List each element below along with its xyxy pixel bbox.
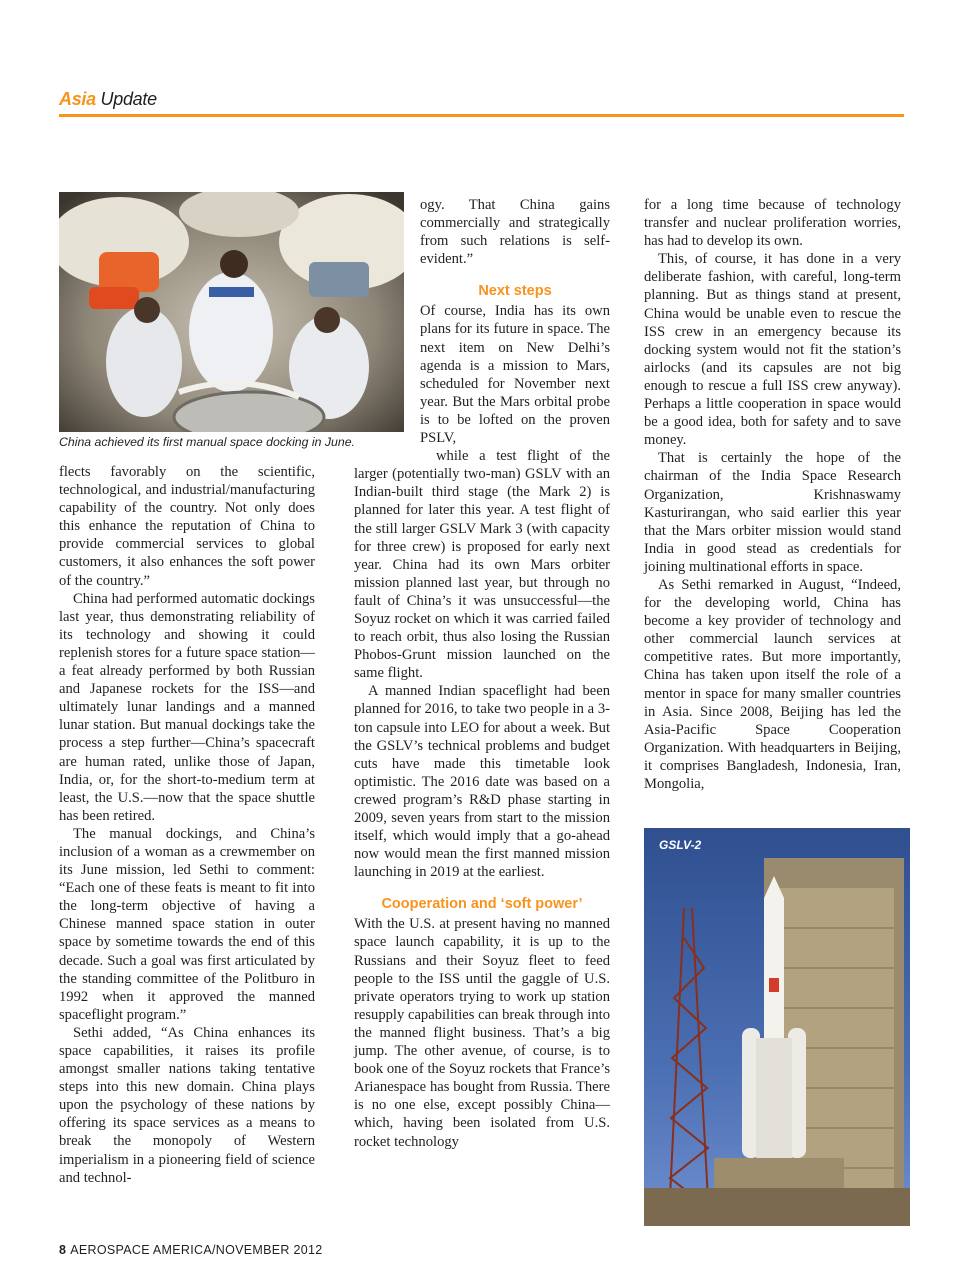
column-3: [644, 196, 901, 793]
column-2: [354, 196, 610, 1151]
col3-paragraph: for a long time because of technology transfer and nuclear proliferation worries, has had to develop its own.: [644, 197, 901, 250]
col2-wrap-line: while a test flight of the: [436, 448, 610, 465]
section-rule: [59, 114, 904, 117]
col3-paragraph: That is certainly the hope of the chairman of the India Space Research Organization, Krishnaswamy Kasturirangan, who said earlier this year that the Mars orbiter mission would stand India in good stead as credentials for joining multinational efforts in space.: [644, 450, 901, 575]
section-header: [59, 88, 904, 117]
col2-paragraph: Of course, India has its own plans for its future in space. The next item on New Delhi’s agenda is a mission to Mars, scheduled for November next year. But the Mars orbital probe is to be lofted on the proven PSLV,: [420, 303, 610, 447]
photo2-label: GSLV-2: [659, 838, 702, 852]
col1-paragraph: flects favorably on the scientific, technological, and industrial/manufacturing capability of the country. Not only does this enhance the reputation of China to provide commercial services to global customers, it also enhances the soft power of the country.”: [59, 464, 315, 589]
subhead-next-steps: Next steps: [478, 283, 552, 300]
col1-paragraph: China had performed automatic dockings last year, thus demonstrating reliability of its technology and showing it could replenish stores for a future space station—a feat already performed by both Russian and Japanese rockets for the ISS—and ultimately lunar landings and a manned lunar station. But manual dockings take the process a step further—China’s spacecraft are human rated, unlike those of Japan, India, or, for the short-to-medium term at least, the U.S.—now that the space shuttle has been retired.: [59, 590, 315, 824]
col3-paragraph: As Sethi remarked in August, “Indeed, for the developing world, China has become a key provider of technology and other commercial launch services at competitive rates. But more importantly, China has taken upon itself the role of a mentor in space for many smaller countries in Asia. Since 2008, Beijing has led the Asia-Pacific Space Cooperation Organization. With headquarters in Beijing, it comprises Bangladesh, Indonesia, Iran, Mongolia,: [644, 576, 901, 792]
photo1-caption: China achieved its first manual space docking in June.: [59, 435, 355, 449]
astronauts-photo: [59, 192, 404, 432]
page-footer: [59, 1243, 322, 1257]
col2-paragraph: ogy. That China gains commercially and strategically from such relations is self-evident.”: [420, 197, 610, 268]
col3-paragraph: This, of course, it has done in a very deliberate fashion, with careful, long-term planning. But as things stand at present, China would be unable even to rescue the ISS crew in an emergency because its docking system would not fit the station’s airlocks (and its capsules are not big enough to rescue a full ISS crew anyway). Perhaps a little cooperation in space would be a good idea, both for safety and to save money.: [644, 251, 901, 449]
col2-paragraph: larger (potentially two-man) GSLV with an Indian-built third stage (the Mark 2) is planned for later this year. A test flight of the still larger GSLV Mark 3 (with capacity for three crew) is proposed for early next year. China had its own Mars orbiter mission planned last year, but through no fault of China’s it was unsuccessful—the Soyuz rocket on which it was carried failed to reach orbit, thus also losing the Russian Phobos-Grunt mission launched on the same flight.: [354, 466, 610, 682]
gslv-rocket-photo: [644, 828, 910, 1226]
col1-paragraph: Sethi added, “As China enhances its space capabilities, it raises its profile amongst smaller nations taking tentative steps into this new domain. China plays upon the psychology of these nations by offering its space services as a means to break the monopoly of Western imperialism in a pioneering field of science and technol-: [59, 1024, 315, 1186]
page-number: 8: [59, 1243, 67, 1257]
col2-paragraph: A manned Indian spaceflight had been planned for 2016, to take two people in a 3-ton capsule into LEO for about a week. But the GSLV’s technical problems and budget cuts have made this timetable look optimistic. The 2016 date was based on a crewed program’s R&D phase starting in 2009, seven years from start to the mission itself, which would imply that a go-ahead now would mean the first manned mission launching in 2019 at the earliest.: [354, 683, 610, 881]
col1-paragraph: The manual dockings, and China’s inclusion of a woman as a crewmember on its June mission, led Sethi to comment: “Each one of these feats is meant to fit into the long-term objective of having a Chinese manned space station in outer space by sometime towards the end of this decade. Such a goal was first articulated by the standing committee of the Politburo in 1992 when it approved the manned spaceflight program.”: [59, 825, 315, 1023]
column-1: [59, 463, 315, 1187]
section-title-rest: Update: [100, 89, 157, 109]
publication-line: AEROSPACE AMERICA/NOVEMBER 2012: [70, 1243, 323, 1257]
col2-paragraph: With the U.S. at present having no manned space launch capability, it is up to the Russians and their Soyuz fleet to feed people to the ISS until the gaggle of U.S. private operators trying to work up station resupply capabilities can break through into the manned flight business. That’s a big jump. The other avenue, of course, is to book one of the Soyuz rockets that France’s Arianespace has bought from Russia. There is no one else, except possibly China—which, having been isolated from U.S. rocket technology: [354, 916, 610, 1150]
subhead-cooperation: Cooperation and ‘soft power’: [381, 896, 583, 913]
col2-narrow-block: [420, 196, 610, 465]
section-title: [59, 88, 904, 110]
section-title-accent: Asia: [59, 89, 96, 109]
